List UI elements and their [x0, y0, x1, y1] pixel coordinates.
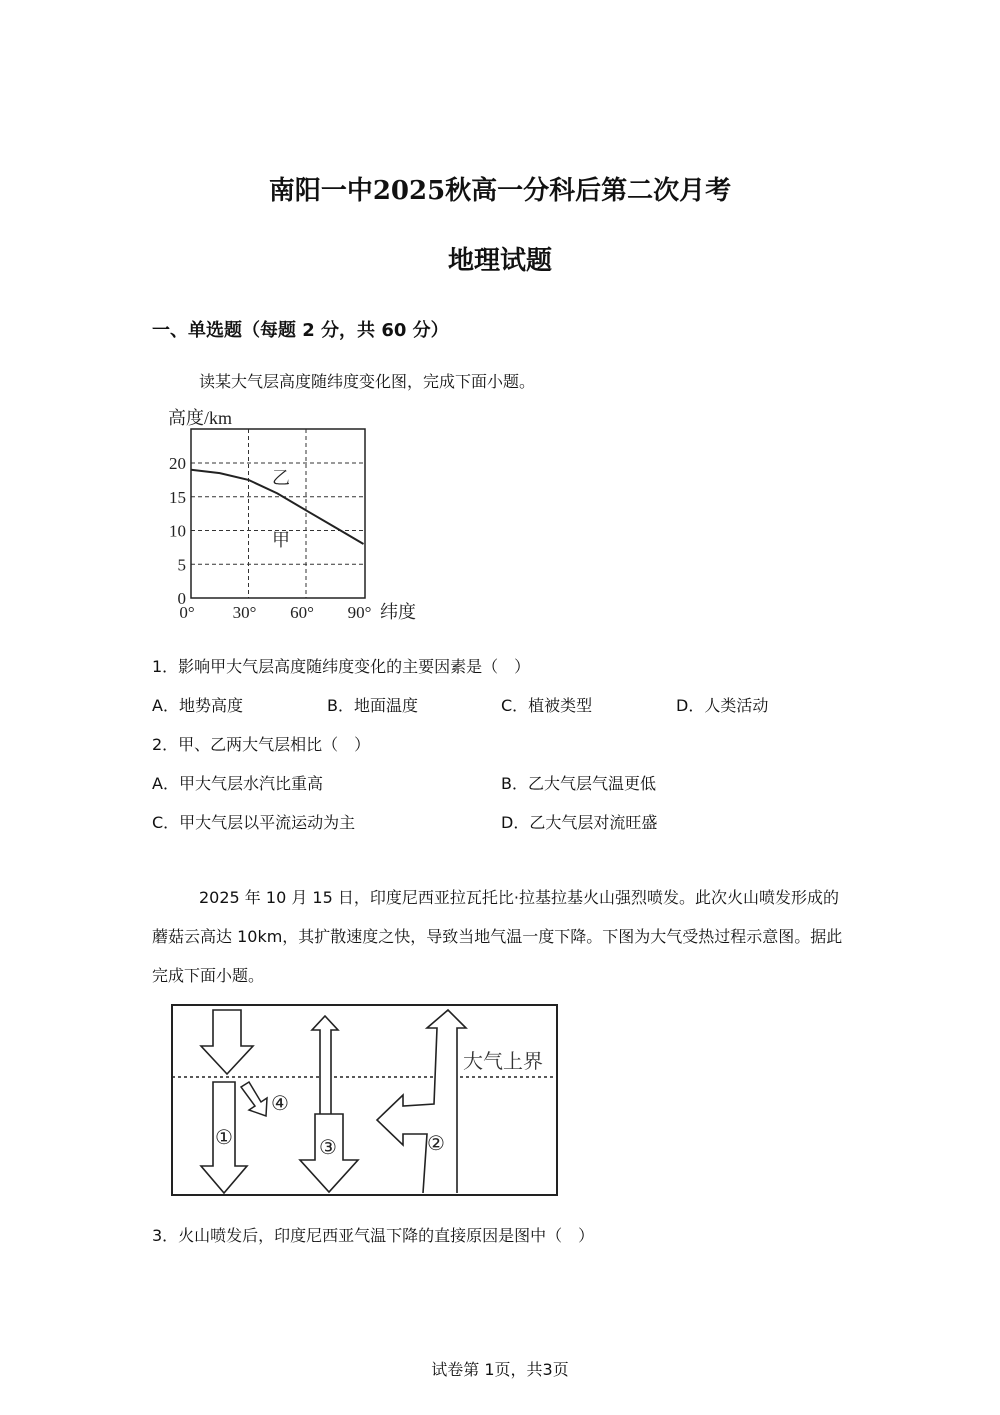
q2-option-a[interactable]: A．甲大气层水汽比重高 [152, 774, 323, 793]
q2-option-c[interactable]: C．甲大气层以平流运动为主 [152, 813, 356, 832]
x-tick-label: 0° [179, 603, 195, 622]
q1-option-d[interactable]: D．人类活动 [676, 696, 769, 715]
altitude-latitude-chart [150, 400, 450, 630]
incoming-radiation-arrow-icon [201, 1010, 253, 1074]
q1-option-b[interactable]: B．地面温度 [327, 696, 418, 715]
y-tick-label: 15 [169, 487, 186, 507]
x-tick-label: 90° [347, 603, 372, 622]
page-footer: 试卷第 1页，共3页 [431, 1360, 569, 1379]
marker-1: ① [215, 1127, 233, 1149]
q1-option-c[interactable]: C．植被类型 [501, 696, 593, 715]
y-axis-label: 高度/km [168, 408, 233, 428]
exam-subject: 地理试题 [447, 246, 552, 276]
y-tick-label: 10 [169, 521, 186, 541]
y-tick-label: 5 [177, 555, 186, 575]
section-heading: 一、单选题（每题 2 分，共 60 分） [152, 320, 449, 341]
atmosphere-heating-diagram [165, 1000, 565, 1205]
q2-option-b[interactable]: B．乙大气层气温更低 [501, 774, 656, 793]
intro-text-1: 读某大气层高度随纬度变化图，完成下面小题。 [199, 372, 536, 391]
q2-option-d[interactable]: D．乙大气层对流旺盛 [501, 813, 658, 832]
x-tick-label: 60° [290, 603, 314, 622]
intro-text-2: 2025 年 10 月 15 日，印度尼西亚拉瓦托比·拉基拉基火山强烈喷发。此次火山喷发形成的蘑菇云高达 10km，其扩散速度之快，导致当地气温一度下降。下图为大气受热过程示意图。据此完成下面小题。 [152, 888, 843, 985]
x-tick-labels [179, 603, 371, 622]
x-axis-label: 纬度 [380, 602, 416, 622]
arrow-4-icon [241, 1082, 267, 1116]
q1-option-a[interactable]: A．地势高度 [152, 696, 243, 715]
question-3-stem: 3．火山喷发后，印度尼西亚气温下降的直接原因是图中（ ） [152, 1226, 595, 1245]
marker-4: ④ [271, 1093, 289, 1115]
marker-2: ② [427, 1133, 445, 1155]
atmosphere-top-label: 大气上界 [463, 1051, 543, 1073]
question-2-stem: 2．甲、乙两大气层相比（ ） [152, 735, 371, 754]
chart-grid [191, 429, 365, 598]
exam-title: 南阳一中2025秋高一分科后第二次月考 [268, 176, 732, 206]
plot-frame [191, 429, 365, 598]
y-tick-label: 0 [177, 589, 186, 608]
arrow-2-icon [377, 1010, 466, 1193]
annotation-jia: 甲 [272, 530, 290, 550]
y-tick-labels [169, 454, 186, 608]
x-tick-label: 30° [232, 603, 257, 622]
arrow-3-up-icon [312, 1016, 338, 1114]
y-tick-label: 20 [169, 454, 186, 473]
question-1-stem: 1．影响甲大气层高度随纬度变化的主要因素是（ ） [152, 657, 531, 676]
marker-3: ③ [319, 1137, 337, 1159]
annotation-yi: 乙 [272, 468, 290, 488]
